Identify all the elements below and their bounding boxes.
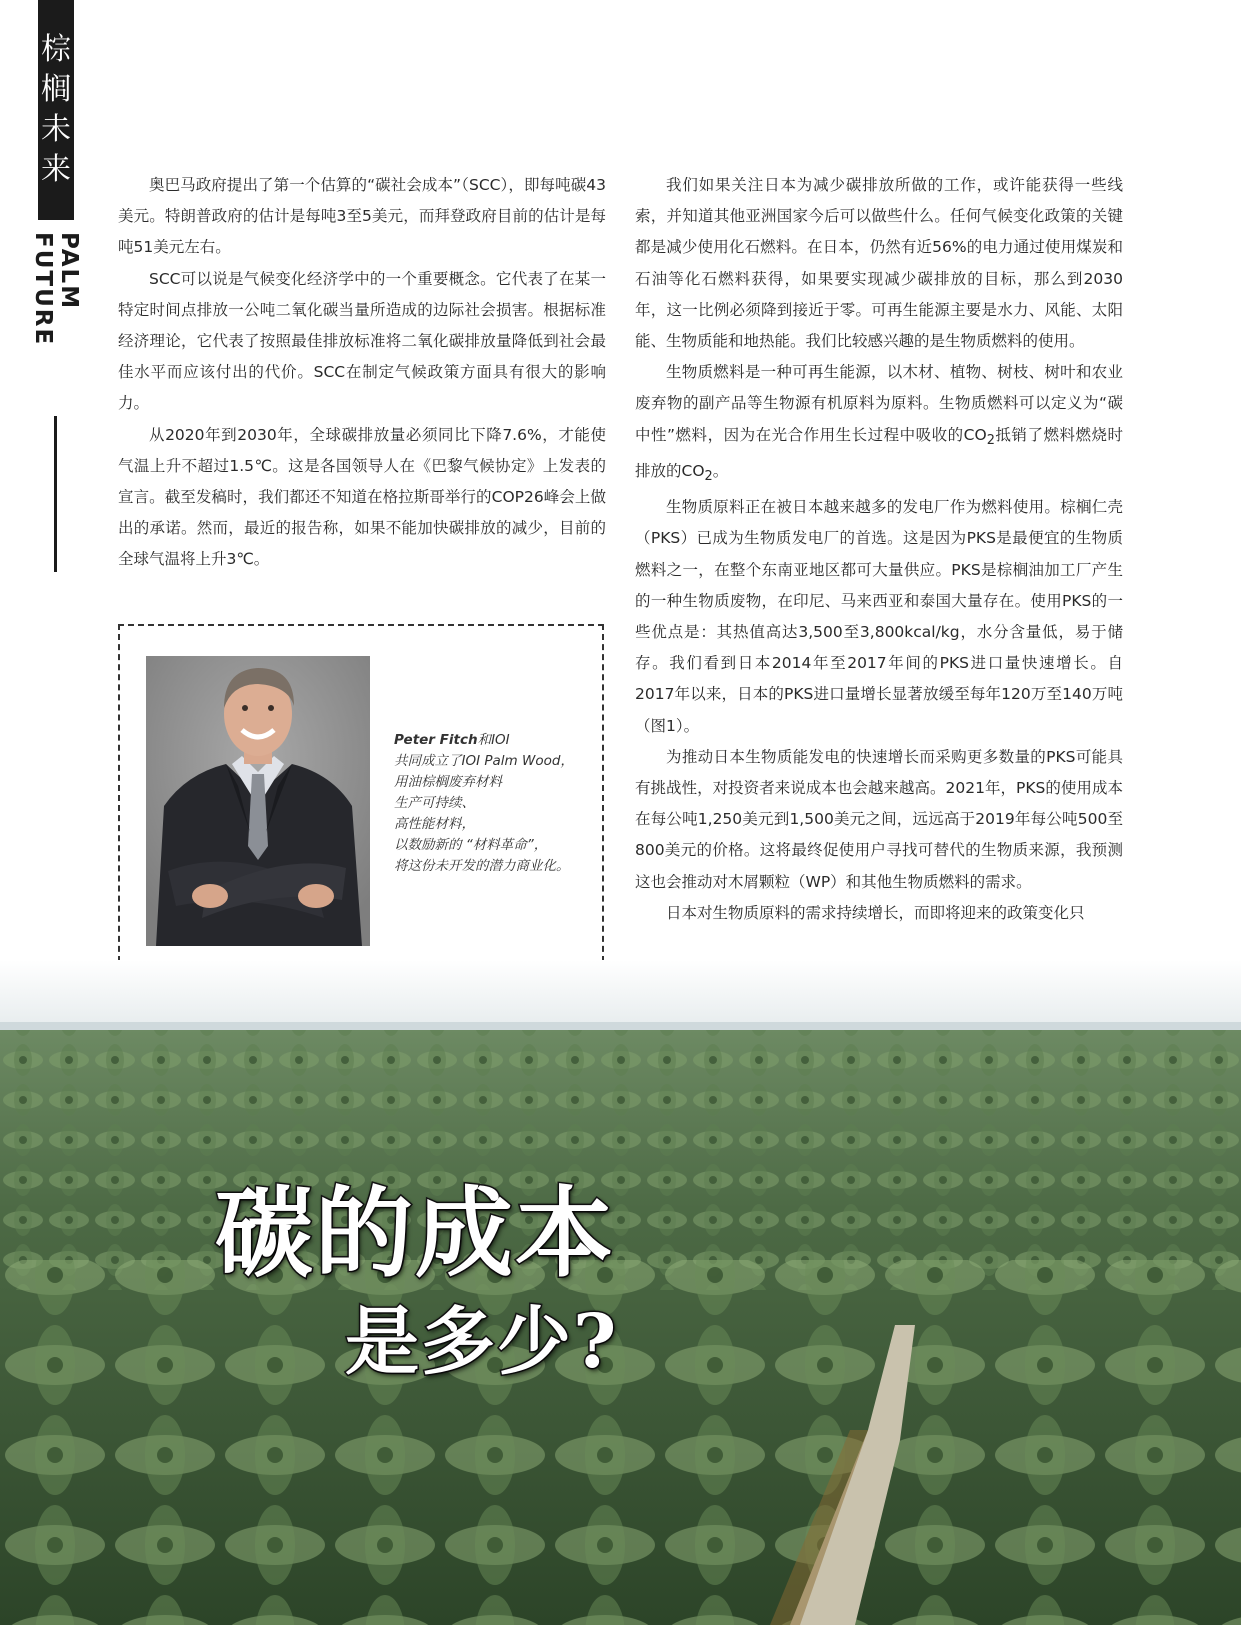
section-char: 榈 <box>41 72 71 107</box>
portrait-caption <box>394 730 594 877</box>
caption-line: 共同成立了IOI Palm Wood， <box>394 753 574 769</box>
caption-name: Peter Fitch <box>394 732 478 748</box>
section-divider <box>54 416 57 572</box>
caption-line: 用油棕榈废弃材料 <box>394 774 502 790</box>
paragraph: 日本对生物质原料的需求持续增长，而即将迎来的政策变化只 <box>666 903 1085 922</box>
section-tab <box>38 0 74 220</box>
palm-plantation-icon <box>0 960 1241 1625</box>
paragraph-text: 。 <box>712 461 729 480</box>
right-column <box>635 170 1123 929</box>
paragraph-text: 生物质燃料是一种可再生能源，以木材、植物、树枝、树叶和农业废弃物的副产品等生物源有机原料为原料。生物质燃料可以定义为“碳中性”燃料，因为在光合作用生长过程中吸收的CO <box>635 363 1123 444</box>
paragraph: 我们如果关注日本为减少碳排放所做的工作，或许能获得一些线索，并知道其他亚洲国家今后可以做些什么。任何气候变化政策的关键都是减少使用化石燃料。在日本，仍然有近56%的电力通过使用煤炭和石油等化石燃料获得，如果要实现减少碳排放的目标，那么到2030年，这一比例必须降到接近于零。可再生能源主要是水力、风能、太阳能、生物质能和地热能。我们比较感兴趣的是生物质燃料的使用。 <box>635 176 1123 351</box>
caption-line: 以数励新的 “材料革命”， <box>394 837 548 853</box>
section-char: 未 <box>41 112 71 147</box>
paragraph: 生物质原料正在被日本越来越多的发电厂作为燃料使用。棕榈仁壳（PKS）已成为生物质发电厂的首选。这是因为PKS是最便宜的生物质燃料之一，在整个东南亚地区都可大量供应。PKS是棕榈油加工厂产生的一种生物质废物，在印尼、马来西亚和泰国大量存在。使用PKS的一些优点是：其热值高达3,500至3,800kcal/kg，水分含量低，易于储存。我们看到日本2014年至2017年间的PKS进口量快速增长。自2017年以来，日本的PKS进口量增长显著放缓至每年120万至140万吨（图1）。 <box>635 498 1123 735</box>
headline-line1: 碳的成本 <box>215 1176 616 1291</box>
subscript: 2 <box>986 432 995 448</box>
portrait-figure-icon <box>146 656 370 946</box>
section-label-en: PALM FUTURE <box>30 232 82 347</box>
section-char: 来 <box>41 152 71 187</box>
paragraph: SCC可以说是气候变化经济学中的一个重要概念。它代表了在某一特定时间点排放一公吨二氧化碳当量所造成的边际社会损害。根据标准经济理论，它代表了按照最佳排放标准将二氧化碳排放量降低到社会最佳水平而应该付出的代价。SCC在制定气候政策方面具有很大的影响力。 <box>118 269 606 413</box>
portrait-photo <box>146 656 370 946</box>
section-char: 棕 <box>41 32 71 67</box>
caption-line: 将这份未开发的潜力商业化。 <box>394 858 570 874</box>
caption-line: 高性能材料， <box>394 816 475 832</box>
caption-line: 和IOI <box>477 732 510 748</box>
left-column <box>118 170 606 576</box>
paragraph: 奥巴马政府提出了第一个估算的“碳社会成本”（SCC），即每吨碳43美元。特朗普政府的估计是每吨3至5美元，而拜登政府目前的估计是每吨51美元左右。 <box>118 176 606 257</box>
paragraph-text: 抵销了燃料燃烧时排放的CO <box>635 425 1123 480</box>
portrait-caption-box <box>118 624 604 972</box>
paragraph: 为推动日本生物质能发电的快速增长而采购更多数量的PKS可能具有挑战性，对投资者来说成本也会越来越高。2021年，PKS的使用成本在每公吨1,250美元到1,500美元之间，远远高于2019年每公吨500至800美元的价格。这将最终促使用户寻找可替代的生物质来源，我预测这也会推动对木屑颗粒（WP）和其他生物质燃料的需求。 <box>635 747 1123 891</box>
subscript: 2 <box>704 469 713 485</box>
paragraph <box>635 357 1123 492</box>
headline-line2: 是多少? <box>345 1299 619 1385</box>
palm-plantation-image <box>0 960 1241 1625</box>
paragraph: 从2020年到2030年，全球碳排放量必须同比下降7.6%，才能使气温上升不超过1.5℃。这是各国领导人在《巴黎气候协定》上发表的宣言。截至发稿时，我们都还不知道在格拉斯哥举行的COP26峰会上做出的承诺。然而，最近的报告称，如果不能加快碳排放的减少，目前的全球气温将上升3℃。 <box>118 425 606 569</box>
caption-line: 生产可持续、 <box>394 795 475 811</box>
